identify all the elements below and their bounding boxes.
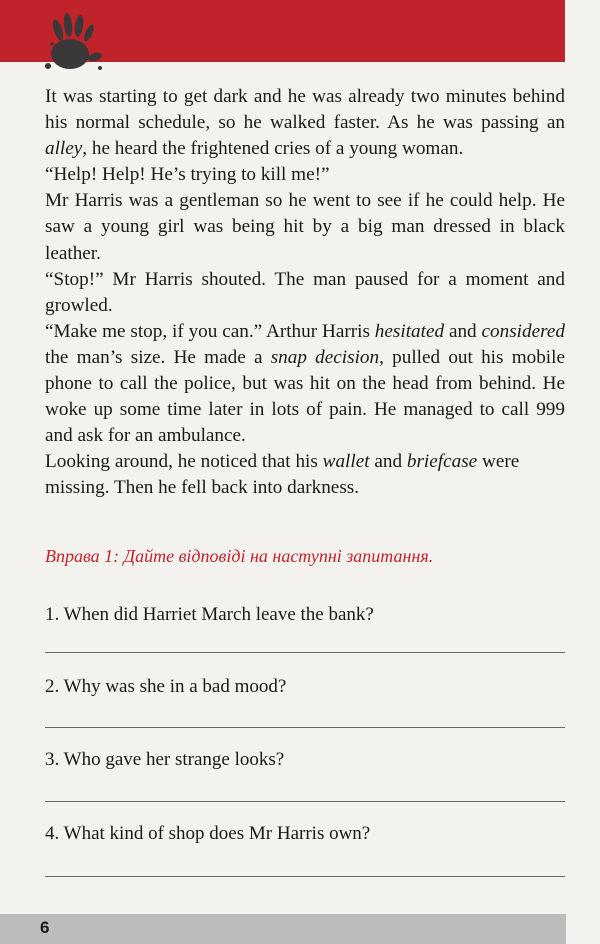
- question-1: 1. When did Harriet March leave the bank?: [45, 604, 374, 625]
- story-paragraph: [45, 267, 565, 319]
- italic-vocab-word: briefcase: [406, 451, 478, 473]
- story-paragraph: [45, 319, 565, 449]
- question-4: 4. What kind of shop does Mr Harris own?: [45, 823, 371, 844]
- story-text-run: “Stop!” Mr Harris shouted. The man paused for a moment and growled.: [45, 268, 565, 316]
- story-paragraph: [45, 188, 565, 266]
- italic-vocab-word: alley: [45, 138, 83, 160]
- answer-line-3[interactable]: [45, 801, 565, 802]
- story-text-run: Mr Harris was a gentleman so he went to see if he could help. He saw a young girl was being hit by a big man dressed in black leather.: [45, 190, 565, 264]
- story-text-run: It was starting to get dark and he was already two minutes behind his normal schedule, so he walked faster. As he was passing an: [45, 86, 565, 134]
- story-text-run: , he heard the frightened cries of a young woman.: [82, 138, 464, 160]
- question-3: 3. Who gave her strange looks?: [45, 749, 285, 770]
- italic-vocab-word: wallet: [322, 451, 370, 473]
- story-text-run: the man’s size. He made a: [45, 346, 271, 368]
- story-text-run: and: [444, 320, 482, 342]
- story-text: [45, 84, 565, 502]
- story-text-run: were missing. Then he fell back into darkness.: [45, 451, 520, 499]
- italic-vocab-word: hesitated: [374, 320, 445, 342]
- answer-line-2[interactable]: [45, 727, 565, 728]
- page-number: 6: [40, 918, 50, 937]
- story-text-run: and: [369, 451, 407, 473]
- answer-line-1[interactable]: [45, 652, 565, 653]
- question-2: 2. Why was she in a bad mood?: [45, 676, 287, 697]
- footer-band: [0, 914, 566, 944]
- italic-vocab-word: snap decision: [270, 346, 380, 368]
- story-paragraph: [45, 162, 565, 188]
- story-text-run: Looking around, he noticed that his: [45, 451, 323, 473]
- story-paragraph: [45, 449, 565, 501]
- story-paragraph: [45, 84, 565, 162]
- exercise-title: Вправа 1: Дайте відповіді на наступні запитання.: [45, 546, 434, 566]
- story-text-run: “Help! Help! He’s trying to kill me!”: [45, 164, 330, 186]
- handprint-icon: [30, 8, 110, 78]
- answer-line-4[interactable]: [45, 876, 565, 877]
- italic-vocab-word: considered: [481, 320, 565, 342]
- story-text-run: “Make me stop, if you can.” Arthur Harris: [45, 320, 375, 342]
- story-text-run: , pulled out his mobile phone to call the police, but was hit on the head from behind. He woke up some time later in lots of pain. He managed to call 999 and ask for an ambulance.: [45, 346, 565, 447]
